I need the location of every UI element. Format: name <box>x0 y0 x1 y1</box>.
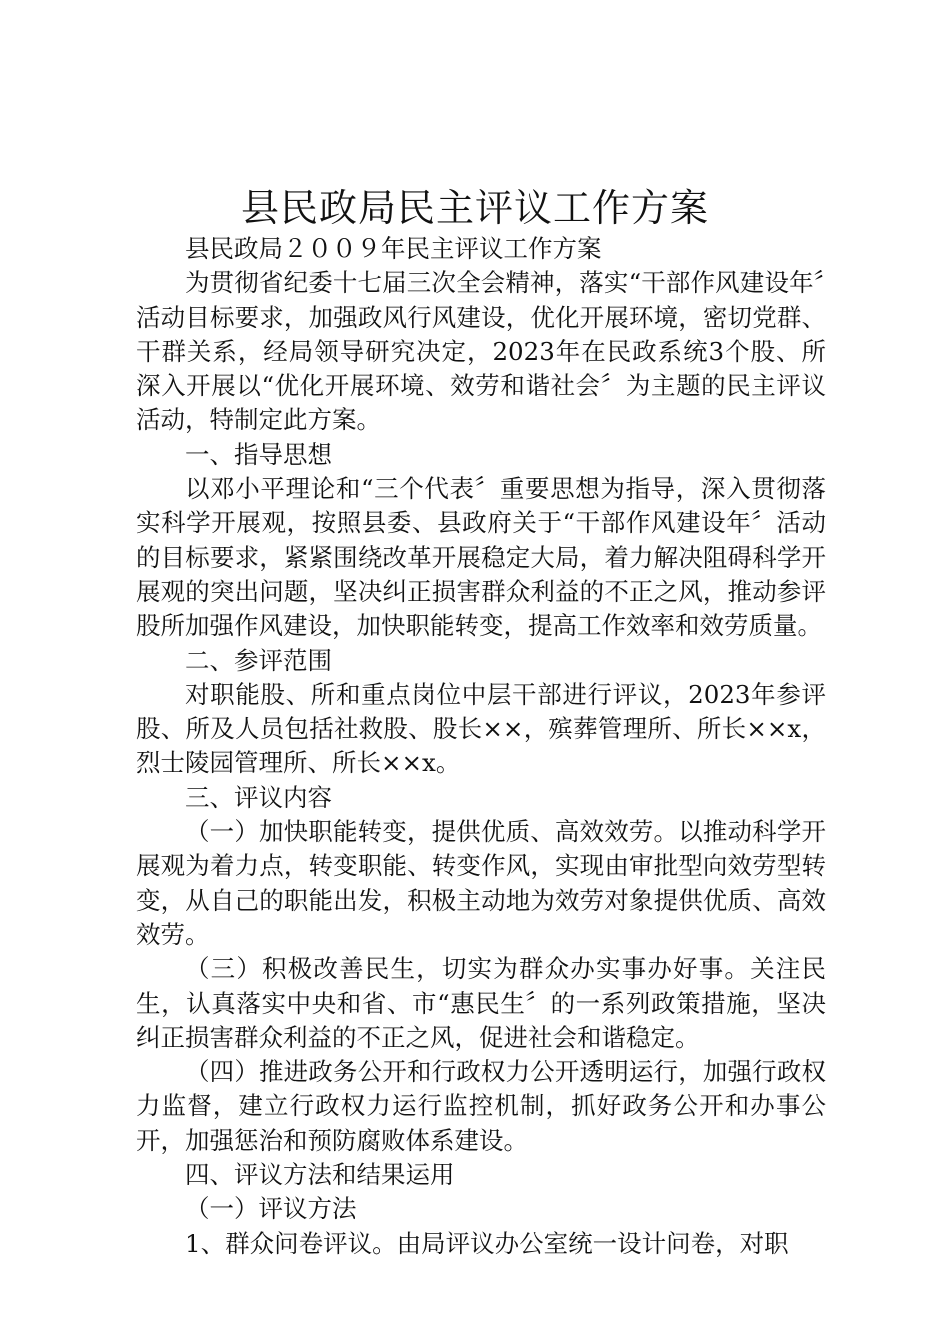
section-heading-guiding-thought: 一、指导思想 <box>185 439 332 469</box>
document-title: 县民政局民主评议工作方案 <box>240 186 709 230</box>
intro-paragraph: 为贯彻省纪委十七届三次全会精神，落实“干部作风建设年〞活动目标要求，加强政风行风建设，优化开展环境，密切党群、干群关系，经局领导研究决定，2023年在民政系统3个股、所深入开展以“优化开展环境、效劳和谐社会〞为主题的民主评议活动，特制定此方案。 <box>136 268 826 435</box>
method-item-1: 1、群众问卷评议。由局评议办公室统一设计问卷，对职 <box>185 1228 789 1258</box>
content-item-3: （三）积极改善民生，切实为群众办实事办好事。关注民生，认真落实中央和省、市“惠民生〞的一系列政策措施，坚决纠正损害群众利益的不正之风，促进社会和谐稳定。 <box>136 954 826 1052</box>
subtitle-paragraph: 县民政局２００９年民主评议工作方案 <box>185 234 602 263</box>
document-body <box>136 232 826 1261</box>
content-item-4: （四）推进政务公开和行政权力公开透明运行，加强行政权力监督，建立行政权力运行监控机制，抓好政务公开和办事公开，加强惩治和预防腐败体系建设。 <box>136 1057 826 1155</box>
section-heading-methods: 四、评议方法和结果运用 <box>185 1160 455 1190</box>
section-heading-scope: 二、参评范围 <box>185 645 332 675</box>
scope-paragraph: 对职能股、所和重点岗位中层干部进行评议，2023年参评股、所及人员包括社救股、股长××，殡葬管理所、所长××x，烈士陵园管理所、所长××x。 <box>136 679 826 778</box>
guiding-thought-paragraph: 以邓小平理论和“三个代表〞重要思想为指导，深入贯彻落实科学开展观，按照县委、县政府关于“干部作风建设年〞活动的目标要求，紧紧围绕改革开展稳定大局，着力解决阻碍科学开展观的突出问题，坚决纠正损害群众利益的不正之风，推动参评股所加强作风建设，加快职能转变，提高工作效率和效劳质量。 <box>136 474 826 641</box>
content-item-1: （一）加快职能转变，提供优质、高效效劳。以推动科学开展观为着力点，转变职能、转变作风，实现由审批型向效劳型转变，从自己的职能出发，积极主动地为效劳对象提供优质、高效效劳。 <box>136 817 826 949</box>
subheading-review-method: （一）评议方法 <box>185 1194 357 1224</box>
section-heading-content: 三、评议内容 <box>185 782 332 812</box>
